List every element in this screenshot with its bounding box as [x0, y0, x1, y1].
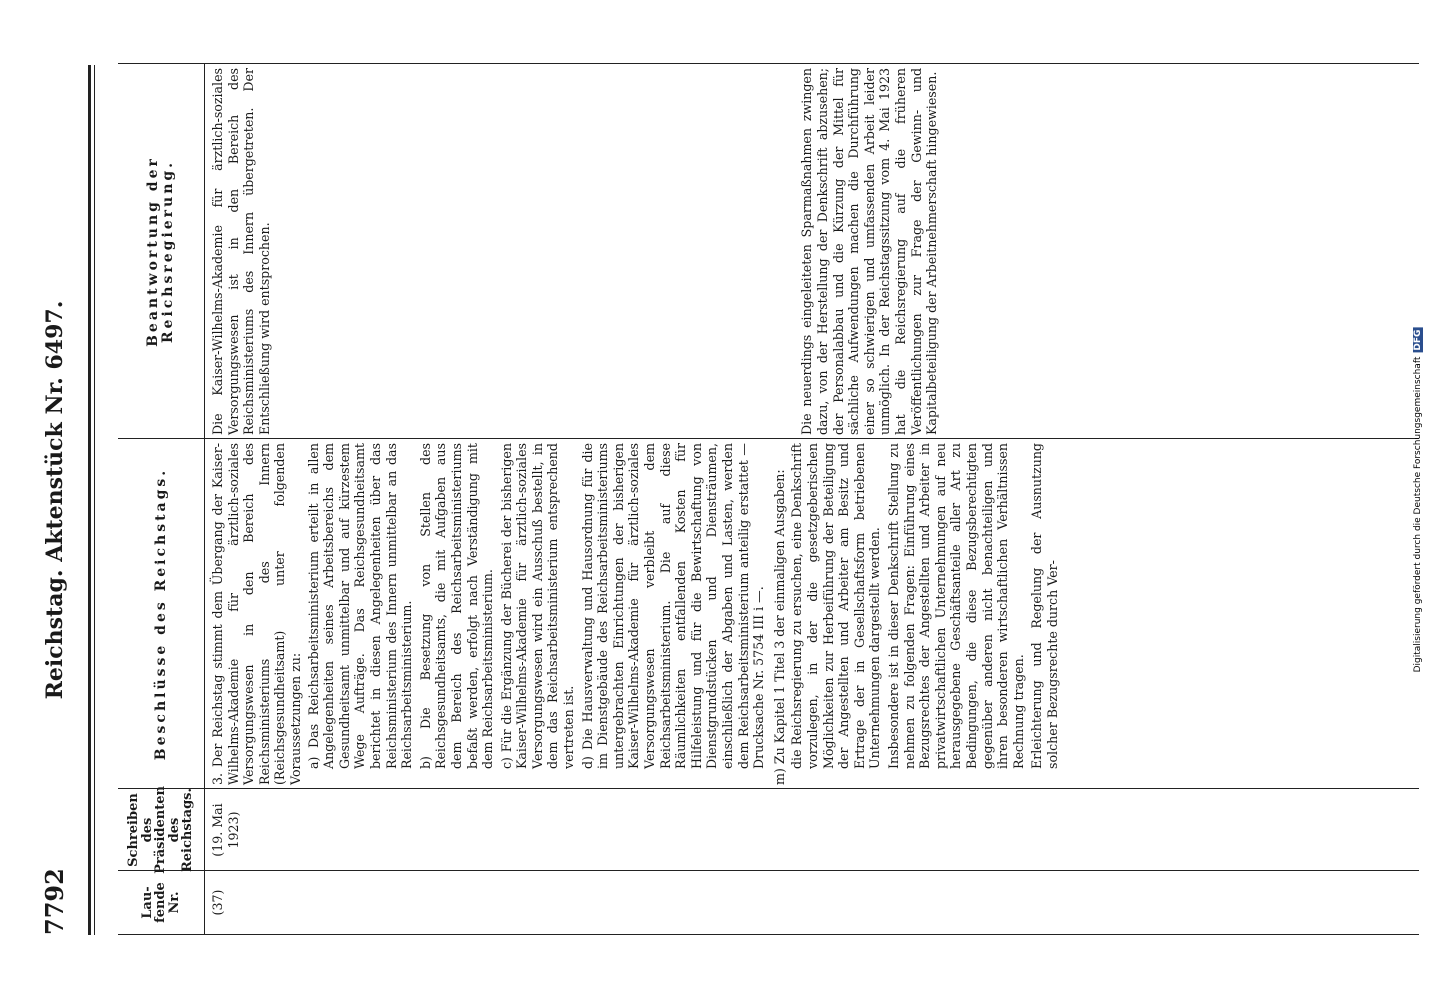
cell-schreiben: (19. Mai 1923) — [210, 803, 241, 857]
page-header — [30, 0, 90, 1000]
resolution-m-intro: m) Zu Kapitel 1 Titel 3 der einmaligen Ausgaben: — [771, 469, 787, 785]
cell-beantwortung — [210, 68, 1419, 435]
answer-1: Die Kaiser-Wilhelms-Akademie für ärztlich-soziales Versorgungswesen ist in den Bereich des Reichsministeriums des Innern übergetreten. Der Entschließung wird entsprochen. — [210, 68, 272, 435]
resolution-3-a: a) Das Reichsarbeitsministerium erteilt in allen Angelegenheiten seines Arbeitsbereichs dem Gesundheitsamt unmittelbar und auf kürzestem Wege Aufträge. Das Reichsgesundheitsamt berichtet in diesen Angelegenheiten über das Reichsministerium des Innern unmittelbar an das Reichsarbeitsministerium. — [305, 443, 415, 769]
resolution-3-intro: 3. Der Reichstag stimmt dem Übergang der Kaiser-Wilhelms-Akademie für ärztlich-soziales Versorgungswesen in den Bereich des Reichsministeriums des Innern (Reichsgesundheitsamt) unter folgenden Voraussetzungen zu: — [210, 443, 303, 785]
column-beantwortung — [118, 64, 1419, 439]
page-title: Reichstag. Aktenstück Nr. 6497. — [42, 300, 68, 700]
resolution-m-paragraph-2: Insbesondere ist in dieser Denkschrift Stellung zu nehmen zu folgenden Fragen: Einführung eines Bezugsrechtes der Angestellten und Arbeiter in privatwirtschaftlichen Unternehmungen auf neu herausgegebene Geschäftsanteile aller Art zu Bedingungen, die diese Bezugsberechtigten gegenüber anderen nicht benachteiligen und ihren besonderen wirtschaftlichen Verhältnissen Rechnung tragen. — [885, 443, 1026, 769]
dfg-logo: DFG — [1413, 329, 1423, 351]
column-schreiben — [118, 786, 1419, 874]
resolution-3-c: c) Für die Ergänzung der Bücherei der bisherigen Kaiser-Wilhelms-Akademie für ärztlich-soziales Versorgungswesen wird ein Ausschuß bestellt, in dem das Reichsarbeitsministerium entsprechend vertreten ist. — [498, 443, 577, 769]
answer-2: Die neuerdings eingeleiteten Sparmaßnahmen zwingen dazu, von der Herstellung der Denkschrift abzusehen; der Personalabbau und die Kürzung der Mittel für sächliche Aufwendungen machen die Durchführung einer so schwierigen und umfassenden Arbeit leider unmöglich. In der Reichstagssitzung vom 4. Mai 1923 hat die Reichsregierung auf die früheren Veröffentlichungen zur Frage der Gewinn- und Kapitalbeteiligung der Arbeitnehmerschaft hingewiesen. — [799, 68, 940, 435]
column-header-beantwortung: Beantwortung der Reichsregierung. — [118, 64, 205, 439]
column-lfd — [118, 870, 1419, 934]
resolution-m-paragraph-3: Erleichterung und Regelung der Ausnutzung solcher Bezugsrechte durch Ver- — [1029, 443, 1060, 769]
header-rule-thin — [94, 65, 95, 935]
resolutions-table — [118, 63, 1419, 935]
cell-beschluesse — [210, 443, 1419, 785]
resolution-3-b: b) Die Besetzung von Stellen des Reichsgesundheitsamts, die mit Aufgaben aus dem Bereich des Reichsarbeitsministeriums befaßt werden, erfolgt nach Verständigung mit dem Reichsarbeitsministerium. — [417, 443, 496, 769]
column-header-beschluesse: Beschlüsse des Reichstags. — [118, 439, 205, 789]
resolution-m-paragraph-1: die Reichsregierung zu ersuchen, eine Denkschrift vorzulegen, in der die gesetzgeberischen Möglichkeiten zur Herbeiführung der Beteiligung der Angestellten und Arbeiter am Besitz und Ertrage der in Gesellschaftsform betriebenen Unternehmungen dargestellt werden. — [789, 443, 883, 769]
digitization-note: Digitalisierung gefördert durch die Deutsche Forschungsgemeinschaft — [1413, 356, 1423, 673]
column-beschluesse — [118, 438, 1419, 789]
column-header-schreiben: Schreiben des Präsidenten des Reichstags. — [118, 789, 205, 871]
cell-lfd: (37) — [210, 889, 225, 916]
header-rule — [88, 65, 91, 935]
column-header-lfd: Lau-fende Nr. — [118, 871, 205, 934]
digitization-credit — [1413, 328, 1423, 673]
page-number: 7792 — [40, 868, 69, 935]
resolution-3-d: d) Die Hausverwaltung und Hausordnung für die im Dienstgebäude des Reichsarbeitsministeriums untergebrachten Einrichtungen der bisherigen Kaiser-Wilhelms-Akademie für ärztlich-soziales Versorgungswesen verbleibt dem Reichsarbeitsministerium. Die auf diese Räumlichkeiten entfallenden Kosten für Hilfeleistung und für die Bewirtschaftung von Dienstgrundstücken und Diensträumen, einschließlich der Abgaben und Lasten, werden dem Reichsarbeitsministerium anteilig erstattet — Drucksache Nr. 5754 III i —. — [579, 443, 767, 769]
